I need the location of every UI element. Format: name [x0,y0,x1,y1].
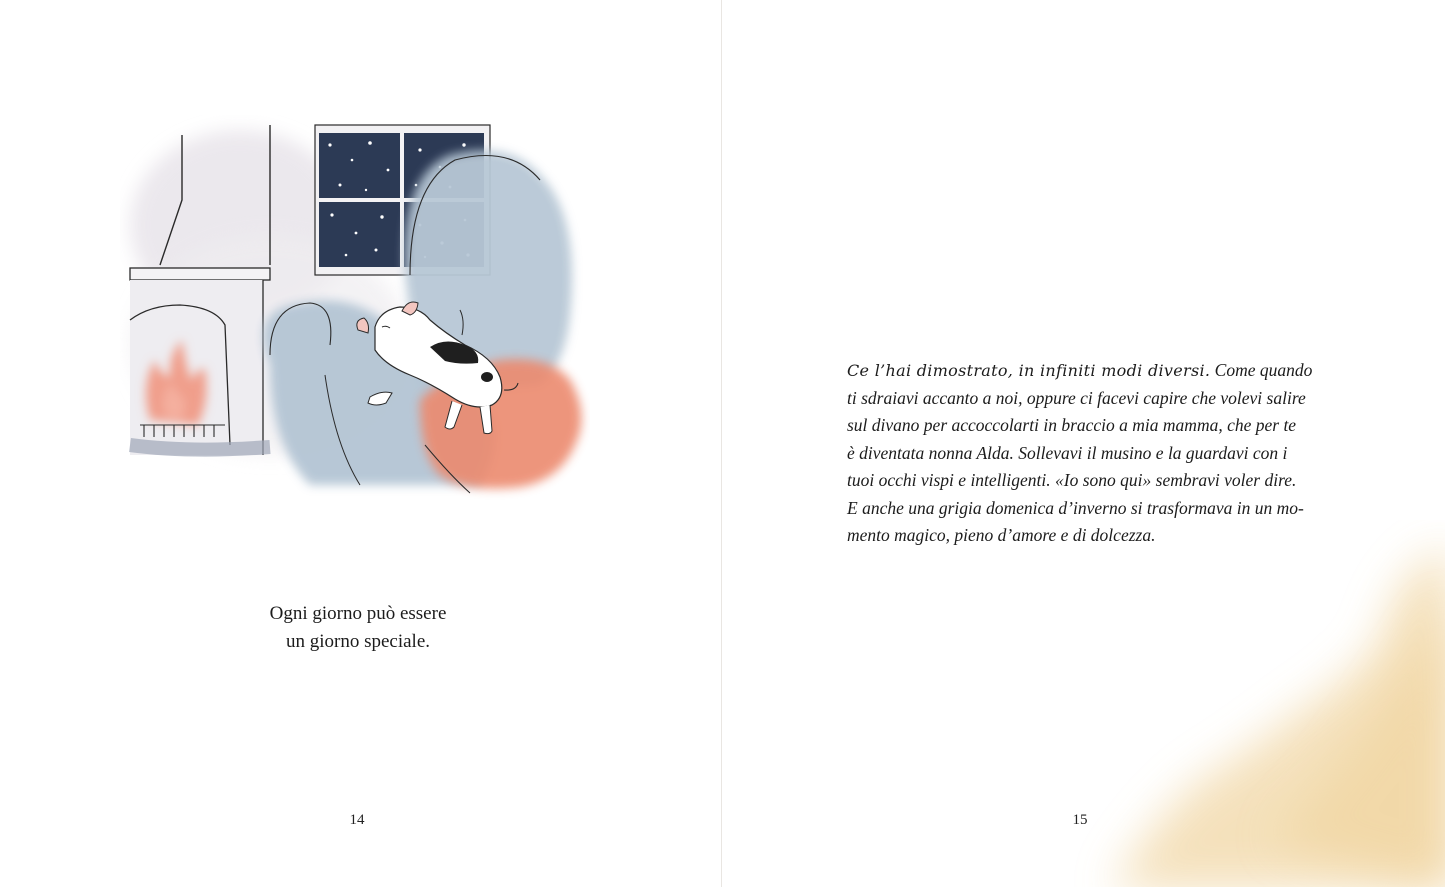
page-number-left: 14 [349,812,365,828]
page-caption [200,600,516,656]
yellow-watercolor-wash [1052,520,1445,887]
right-page [722,0,1445,887]
left-page [0,0,722,887]
page-number-right: 15 [1072,812,1088,828]
body-line-3: sul divano per accoccolarti in braccio a mia mamma, che per te [847,415,1297,435]
body-line-1-rest: Come quando [1210,360,1313,380]
body-paragraph [847,357,1317,550]
pig-on-armchair-illustration [120,115,590,505]
lead-phrase: Ce l’hai dimostrato, in infiniti modi diversi. [847,361,1211,380]
body-line-2: ti sdraiavi accanto a noi, oppure ci facevi capire che volevi salire [847,387,1306,408]
body-line-6: E anche una grigia domenica d’inverno si trasformava in un mo- [847,497,1304,518]
caption-line-1: Ogni giorno può essere [269,603,447,624]
body-line-4: è diventata nonna Alda. Sollevavi il musino e la guardavi con i [847,442,1288,463]
body-line-1 [847,357,1317,385]
caption-line-2: un giorno speciale. [285,631,431,652]
body-line-7: mento magico, pieno d’amore e di dolcezza. [847,525,1156,545]
body-line-5: tuoi occhi vispi e intelligenti. «Io sono qui» sembravi voler dire. [847,470,1297,490]
